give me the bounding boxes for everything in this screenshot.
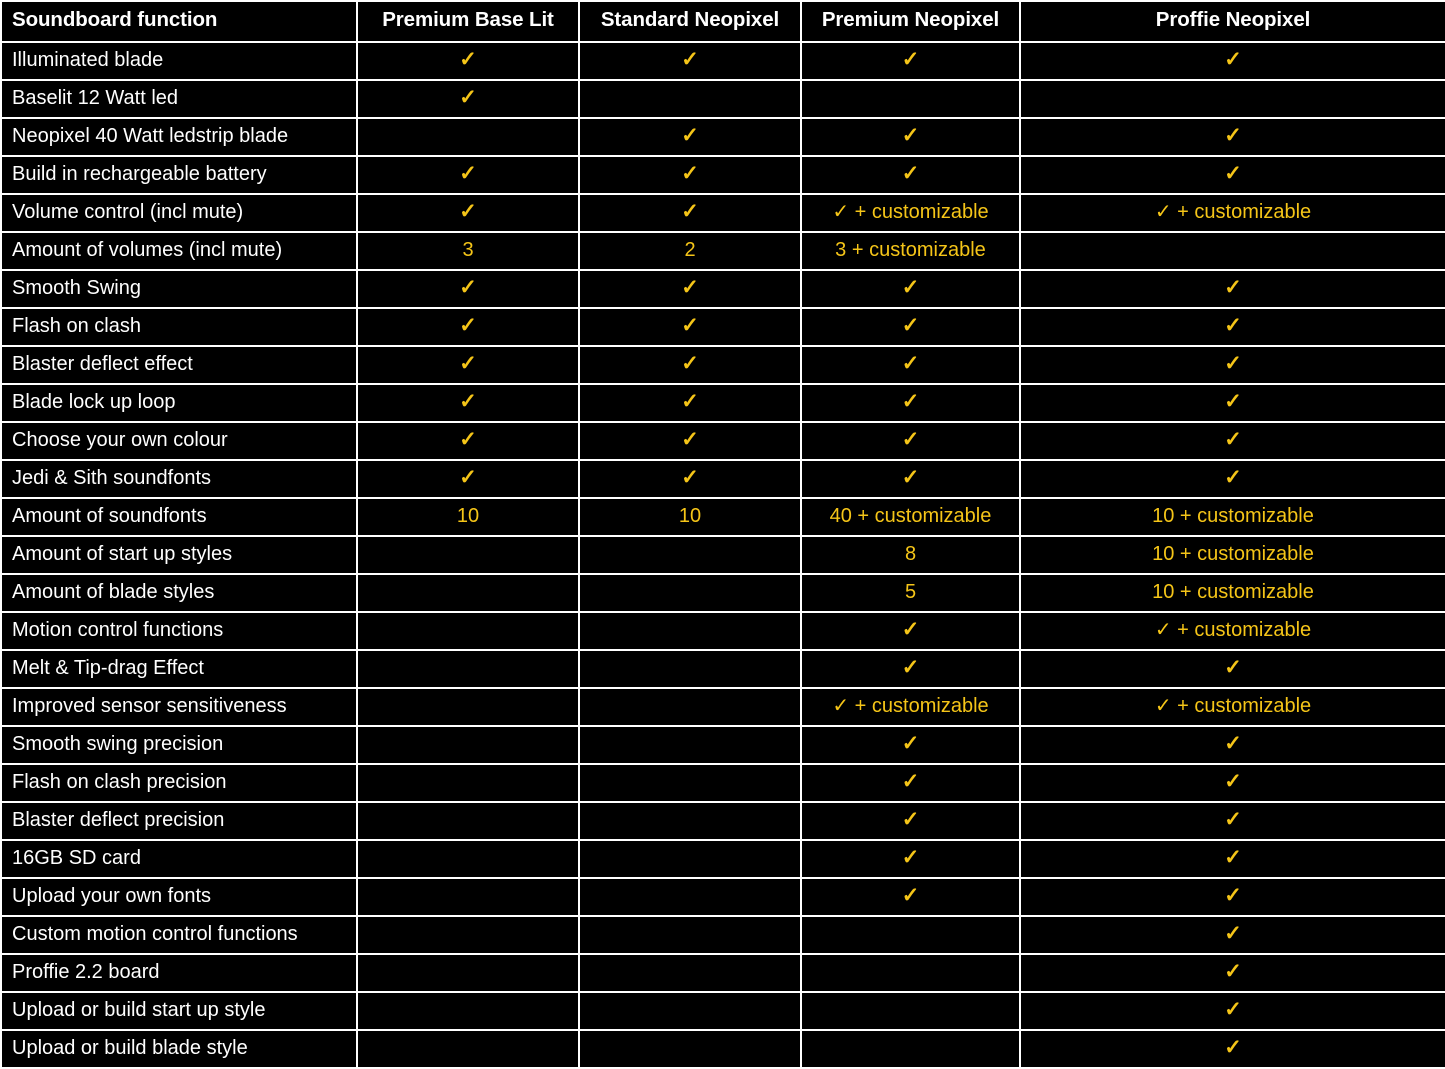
feature-label: Amount of blade styles xyxy=(1,574,357,612)
cell-value: 2 xyxy=(684,238,696,261)
table-cell xyxy=(579,118,801,156)
table-cell xyxy=(579,878,801,916)
check-icon: ✓ xyxy=(681,123,699,147)
table-cell xyxy=(801,308,1020,346)
table-cell xyxy=(801,384,1020,422)
table-row xyxy=(1,992,1445,1030)
table-cell xyxy=(801,840,1020,878)
table-cell xyxy=(357,498,579,536)
table-cell xyxy=(357,270,579,308)
table-row xyxy=(1,726,1445,764)
check-icon: ✓ xyxy=(1224,389,1242,413)
check-icon: ✓ xyxy=(681,313,699,337)
feature-label: Flash on clash xyxy=(1,308,357,346)
table-cell xyxy=(357,118,579,156)
table-cell xyxy=(1020,156,1445,194)
feature-label: Illuminated blade xyxy=(1,42,357,80)
table-cell xyxy=(1020,346,1445,384)
table-cell xyxy=(1020,422,1445,460)
table-cell xyxy=(579,384,801,422)
feature-label: Smooth Swing xyxy=(1,270,357,308)
table-cell xyxy=(801,536,1020,574)
table-cell xyxy=(801,612,1020,650)
check-icon: ✓ xyxy=(901,731,920,755)
table-cell xyxy=(801,574,1020,612)
check-icon: ✓ xyxy=(1224,123,1242,147)
table-body xyxy=(1,42,1445,1068)
cell-value: ✓ + customizable xyxy=(1154,200,1312,223)
table-cell xyxy=(357,726,579,764)
table-cell xyxy=(579,232,801,270)
check-icon: ✓ xyxy=(1224,807,1242,831)
check-icon: ✓ xyxy=(1224,731,1242,755)
table-cell xyxy=(801,802,1020,840)
feature-label: Jedi & Sith soundfonts xyxy=(1,460,357,498)
table-cell xyxy=(801,232,1020,270)
table-cell xyxy=(357,80,579,118)
table-cell xyxy=(579,688,801,726)
check-icon: ✓ xyxy=(1224,313,1242,337)
cell-value: ✓ + customizable xyxy=(1154,694,1312,717)
check-icon: ✓ xyxy=(459,275,477,299)
table-cell xyxy=(357,308,579,346)
table-row xyxy=(1,650,1445,688)
table-cell xyxy=(801,764,1020,802)
check-icon: ✓ xyxy=(681,389,699,413)
table-cell xyxy=(1020,308,1445,346)
check-icon: ✓ xyxy=(901,389,920,413)
table-cell xyxy=(1020,1030,1445,1068)
table-cell xyxy=(357,232,579,270)
table-cell xyxy=(579,764,801,802)
table-cell xyxy=(357,650,579,688)
table-cell xyxy=(801,726,1020,764)
check-icon: ✓ xyxy=(1224,47,1242,71)
feature-label: Melt & Tip-drag Effect xyxy=(1,650,357,688)
check-icon: ✓ xyxy=(1224,427,1242,451)
table-cell xyxy=(1020,764,1445,802)
table-cell xyxy=(579,422,801,460)
check-icon: ✓ xyxy=(901,427,920,451)
cell-value: 10 + customizable xyxy=(1152,542,1314,565)
table-row xyxy=(1,346,1445,384)
check-icon: ✓ xyxy=(901,47,920,71)
table-cell xyxy=(357,612,579,650)
table-cell xyxy=(357,992,579,1030)
feature-label: Flash on clash precision xyxy=(1,764,357,802)
table-cell xyxy=(357,954,579,992)
feature-label: 16GB SD card xyxy=(1,840,357,878)
table-cell xyxy=(801,498,1020,536)
cell-value: 10 xyxy=(678,504,702,527)
table-cell xyxy=(801,346,1020,384)
feature-label: Volume control (incl mute) xyxy=(1,194,357,232)
check-icon: ✓ xyxy=(901,883,920,907)
table-cell xyxy=(579,650,801,688)
feature-label: Blaster deflect effect xyxy=(1,346,357,384)
table-row xyxy=(1,954,1445,992)
table-cell xyxy=(579,80,801,118)
table-cell xyxy=(579,840,801,878)
table-cell xyxy=(357,156,579,194)
check-icon: ✓ xyxy=(1224,921,1242,945)
table-cell xyxy=(1020,118,1445,156)
table-cell xyxy=(1020,232,1445,270)
table-cell xyxy=(357,42,579,80)
check-icon: ✓ xyxy=(681,275,699,299)
check-icon: ✓ xyxy=(459,313,477,337)
check-icon: ✓ xyxy=(901,617,920,641)
check-icon: ✓ xyxy=(459,351,477,375)
table-row xyxy=(1,688,1445,726)
table-cell xyxy=(357,1030,579,1068)
table-cell xyxy=(801,80,1020,118)
table-cell xyxy=(1020,954,1445,992)
check-icon: ✓ xyxy=(459,427,477,451)
feature-label: Neopixel 40 Watt ledstrip blade xyxy=(1,118,357,156)
check-icon: ✓ xyxy=(1224,769,1242,793)
feature-label: Improved sensor sensitiveness xyxy=(1,688,357,726)
table-cell xyxy=(801,1030,1020,1068)
table-cell xyxy=(1020,992,1445,1030)
check-icon: ✓ xyxy=(1224,351,1242,375)
table-cell xyxy=(579,498,801,536)
table-cell xyxy=(801,118,1020,156)
cell-value: 10 + customizable xyxy=(1152,580,1314,603)
table-row xyxy=(1,156,1445,194)
table-row xyxy=(1,840,1445,878)
table-cell xyxy=(579,156,801,194)
table-cell xyxy=(357,346,579,384)
table-cell xyxy=(357,536,579,574)
column-header-proffie-neopixel: Proffie Neopixel xyxy=(1020,1,1445,42)
column-header-premium-neopixel: Premium Neopixel xyxy=(801,1,1020,42)
cell-value: 10 xyxy=(456,504,480,527)
check-icon: ✓ xyxy=(901,351,920,375)
check-icon: ✓ xyxy=(901,123,920,147)
table-cell xyxy=(801,650,1020,688)
cell-value: 10 + customizable xyxy=(1152,504,1314,527)
table-cell xyxy=(801,156,1020,194)
table-cell xyxy=(1020,536,1445,574)
table-cell xyxy=(357,802,579,840)
table-cell xyxy=(579,574,801,612)
check-icon: ✓ xyxy=(459,85,477,109)
table-cell xyxy=(357,688,579,726)
check-icon: ✓ xyxy=(901,275,920,299)
check-icon: ✓ xyxy=(459,199,477,223)
table-cell xyxy=(579,460,801,498)
column-header-feature: Soundboard function xyxy=(1,1,357,42)
table-row xyxy=(1,764,1445,802)
table-cell xyxy=(1020,460,1445,498)
table-row xyxy=(1,308,1445,346)
cell-value: 8 xyxy=(904,542,917,565)
check-icon: ✓ xyxy=(681,427,699,451)
feature-label: Proffie 2.2 board xyxy=(1,954,357,992)
table-cell xyxy=(357,422,579,460)
feature-label: Choose your own colour xyxy=(1,422,357,460)
check-icon: ✓ xyxy=(681,47,699,71)
table-row xyxy=(1,878,1445,916)
table-row xyxy=(1,118,1445,156)
feature-label: Upload or build blade style xyxy=(1,1030,357,1068)
feature-label: Custom motion control functions xyxy=(1,916,357,954)
table-cell xyxy=(801,954,1020,992)
check-icon: ✓ xyxy=(1224,465,1242,489)
feature-label: Baselit 12 Watt led xyxy=(1,80,357,118)
table-cell xyxy=(579,42,801,80)
check-icon: ✓ xyxy=(1224,959,1242,983)
table-cell xyxy=(1020,384,1445,422)
table-cell xyxy=(1020,80,1445,118)
table-cell xyxy=(1020,878,1445,916)
feature-label: Upload or build start up style xyxy=(1,992,357,1030)
table-cell xyxy=(1020,574,1445,612)
table-cell xyxy=(357,574,579,612)
cell-value: 3 xyxy=(462,238,474,261)
table-cell xyxy=(1020,688,1445,726)
table-cell xyxy=(801,688,1020,726)
table-cell xyxy=(357,840,579,878)
table-cell xyxy=(1020,650,1445,688)
table-row xyxy=(1,802,1445,840)
table-cell xyxy=(1020,612,1445,650)
feature-label: Motion control functions xyxy=(1,612,357,650)
table-cell xyxy=(579,346,801,384)
table-row xyxy=(1,498,1445,536)
check-icon: ✓ xyxy=(901,465,920,489)
check-icon: ✓ xyxy=(1224,883,1242,907)
table-cell xyxy=(579,194,801,232)
table-cell xyxy=(579,612,801,650)
feature-label: Amount of volumes (incl mute) xyxy=(1,232,357,270)
cell-value: ✓ + customizable xyxy=(1154,618,1312,641)
table-cell xyxy=(579,802,801,840)
feature-label: Smooth swing precision xyxy=(1,726,357,764)
table-cell xyxy=(1020,194,1445,232)
table-cell xyxy=(579,1030,801,1068)
cell-value: 40 + customizable xyxy=(829,504,992,527)
feature-label: Amount of soundfonts xyxy=(1,498,357,536)
table-cell xyxy=(357,916,579,954)
table-row xyxy=(1,916,1445,954)
table-row xyxy=(1,232,1445,270)
check-icon: ✓ xyxy=(459,47,477,71)
table-cell xyxy=(1020,270,1445,308)
check-icon: ✓ xyxy=(901,769,920,793)
cell-value: ✓ + customizable xyxy=(832,694,989,717)
table-row xyxy=(1,612,1445,650)
table-cell xyxy=(801,992,1020,1030)
check-icon: ✓ xyxy=(901,313,920,337)
table-cell xyxy=(357,194,579,232)
table-cell xyxy=(579,726,801,764)
table-cell xyxy=(1020,498,1445,536)
table-cell xyxy=(1020,42,1445,80)
table-cell xyxy=(1020,802,1445,840)
feature-label: Blaster deflect precision xyxy=(1,802,357,840)
check-icon: ✓ xyxy=(901,161,920,185)
table-cell xyxy=(357,764,579,802)
table-cell xyxy=(801,878,1020,916)
check-icon: ✓ xyxy=(681,351,699,375)
cell-value: 3 + customizable xyxy=(835,238,986,261)
check-icon: ✓ xyxy=(459,389,477,413)
check-icon: ✓ xyxy=(459,465,477,489)
check-icon: ✓ xyxy=(1224,997,1242,1021)
table-row xyxy=(1,42,1445,80)
column-header-standard-neopixel: Standard Neopixel xyxy=(579,1,801,42)
table-cell xyxy=(579,270,801,308)
table-row xyxy=(1,194,1445,232)
table-row xyxy=(1,80,1445,118)
table-row xyxy=(1,536,1445,574)
table-cell xyxy=(357,878,579,916)
check-icon: ✓ xyxy=(1224,275,1242,299)
check-icon: ✓ xyxy=(901,845,920,869)
table-cell xyxy=(801,422,1020,460)
table-header xyxy=(1,1,1445,42)
table-row xyxy=(1,460,1445,498)
table-row xyxy=(1,574,1445,612)
table-row xyxy=(1,384,1445,422)
table-cell xyxy=(801,194,1020,232)
table-cell xyxy=(801,916,1020,954)
check-icon: ✓ xyxy=(681,161,699,185)
table-cell xyxy=(579,308,801,346)
check-icon: ✓ xyxy=(901,807,920,831)
table-row xyxy=(1,422,1445,460)
column-header-premium-base-lit: Premium Base Lit xyxy=(357,1,579,42)
table-cell xyxy=(801,460,1020,498)
feature-label: Upload your own fonts xyxy=(1,878,357,916)
check-icon: ✓ xyxy=(1224,1035,1242,1059)
check-icon: ✓ xyxy=(459,161,477,185)
table-cell xyxy=(1020,726,1445,764)
table-cell xyxy=(1020,916,1445,954)
header-row xyxy=(1,1,1445,42)
feature-label: Build in rechargeable battery xyxy=(1,156,357,194)
feature-label: Blade lock up loop xyxy=(1,384,357,422)
table-cell xyxy=(1020,840,1445,878)
cell-value: ✓ + customizable xyxy=(832,200,989,223)
check-icon: ✓ xyxy=(1224,161,1242,185)
table-row xyxy=(1,1030,1445,1068)
table-cell xyxy=(579,916,801,954)
table-cell xyxy=(579,954,801,992)
check-icon: ✓ xyxy=(901,655,920,679)
table-cell xyxy=(579,536,801,574)
check-icon: ✓ xyxy=(1224,845,1242,869)
table-row xyxy=(1,270,1445,308)
table-cell xyxy=(801,270,1020,308)
table-cell xyxy=(357,460,579,498)
table-cell xyxy=(579,992,801,1030)
feature-label: Amount of start up styles xyxy=(1,536,357,574)
table-cell xyxy=(357,384,579,422)
cell-value: 5 xyxy=(904,580,917,603)
check-icon: ✓ xyxy=(681,199,699,223)
check-icon: ✓ xyxy=(1224,655,1242,679)
table-cell xyxy=(801,42,1020,80)
check-icon: ✓ xyxy=(681,465,699,489)
